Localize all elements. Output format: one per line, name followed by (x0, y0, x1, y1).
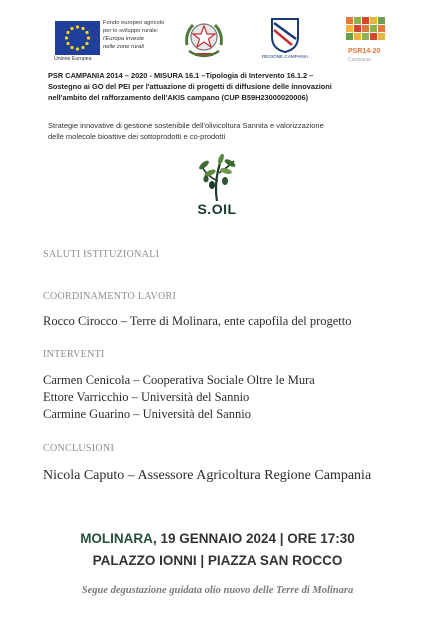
coordinator-entry: Rocco Cirocco – Terre di Molinara, ente capofila del progetto (43, 314, 352, 328)
section-interventi: INTERVENTI (43, 349, 105, 360)
campania-caption: REGIONE CAMPANIA (261, 54, 309, 59)
section-conclusioni: CONCLUSIONI (43, 443, 115, 454)
regione-campania-logo (260, 17, 310, 63)
speaker-entry: Carmen Cenicola – Cooperativa Sociale Oltre le Mura (43, 373, 315, 387)
measure-heading-line: PSR CAMPANIA 2014 – 2020 - MISURA 16.1 –Tipologia di Intervento 16.1.2 – (48, 71, 314, 80)
psr-logo-subtitle: Campania (348, 57, 371, 63)
tasting-note: Segue degustazione guidata olio nuovo delle Terre di Molinara (81, 585, 354, 596)
measure-heading-line: Sostegno ai GO del PEI per l'attuazione di progetti di diffusione delle innovazioni (48, 82, 332, 91)
measure-heading (48, 70, 398, 103)
section-saluti: SALUTI ISTITUZIONALI (43, 249, 160, 260)
event-datetime: , 19 GENNAIO 2024 | ORE 17:30 (152, 531, 355, 546)
conclusion-entry: Nicola Caputo – Assessore Agricoltura Regione Campania (43, 468, 372, 483)
eafrd-text (103, 19, 181, 51)
project-description (48, 120, 408, 142)
eafrd-line: l'Europa investe (103, 36, 145, 42)
event-venue: PALAZZO IONNI | PIAZZA SAN ROCCO (92, 553, 343, 568)
eafrd-line: Fondo europeo agricolo (103, 20, 165, 26)
event-place: MOLINARA (80, 531, 153, 546)
olive-branch-logo-icon (190, 153, 244, 203)
speaker-entry: Ettore Varricchio – Università del Sannio (43, 390, 250, 404)
speaker-entry: Carmine Guarino – Università del Sannio (43, 407, 251, 421)
italian-republic-emblem-icon (183, 15, 225, 63)
eu-caption: Unione Europea (54, 56, 92, 62)
project-description-line: Strategie innovative di gestione sostenibile dell'olivicoltura Sannita e valorizzazione (48, 121, 324, 130)
project-description-line: delle molecole bioattive dei sottoprodotti e co-prodotti (48, 132, 226, 141)
eu-flag-logo (55, 21, 100, 55)
eafrd-line: per lo sviluppo rurale: (103, 28, 159, 34)
event-date-line (0, 531, 435, 546)
section-coordinamento: COORDINAMENTO LAVORI (43, 291, 177, 302)
measure-heading-line: nell'ambito del rafforzamento dell'AKIS campano (CUP B59H23000020006) (48, 93, 309, 102)
eafrd-line: nelle zone rurali (103, 44, 144, 50)
psr-logo-title: PSR14-20 (348, 48, 381, 55)
psr-campania-logo (346, 17, 388, 65)
project-name: S.OIL (197, 201, 237, 217)
